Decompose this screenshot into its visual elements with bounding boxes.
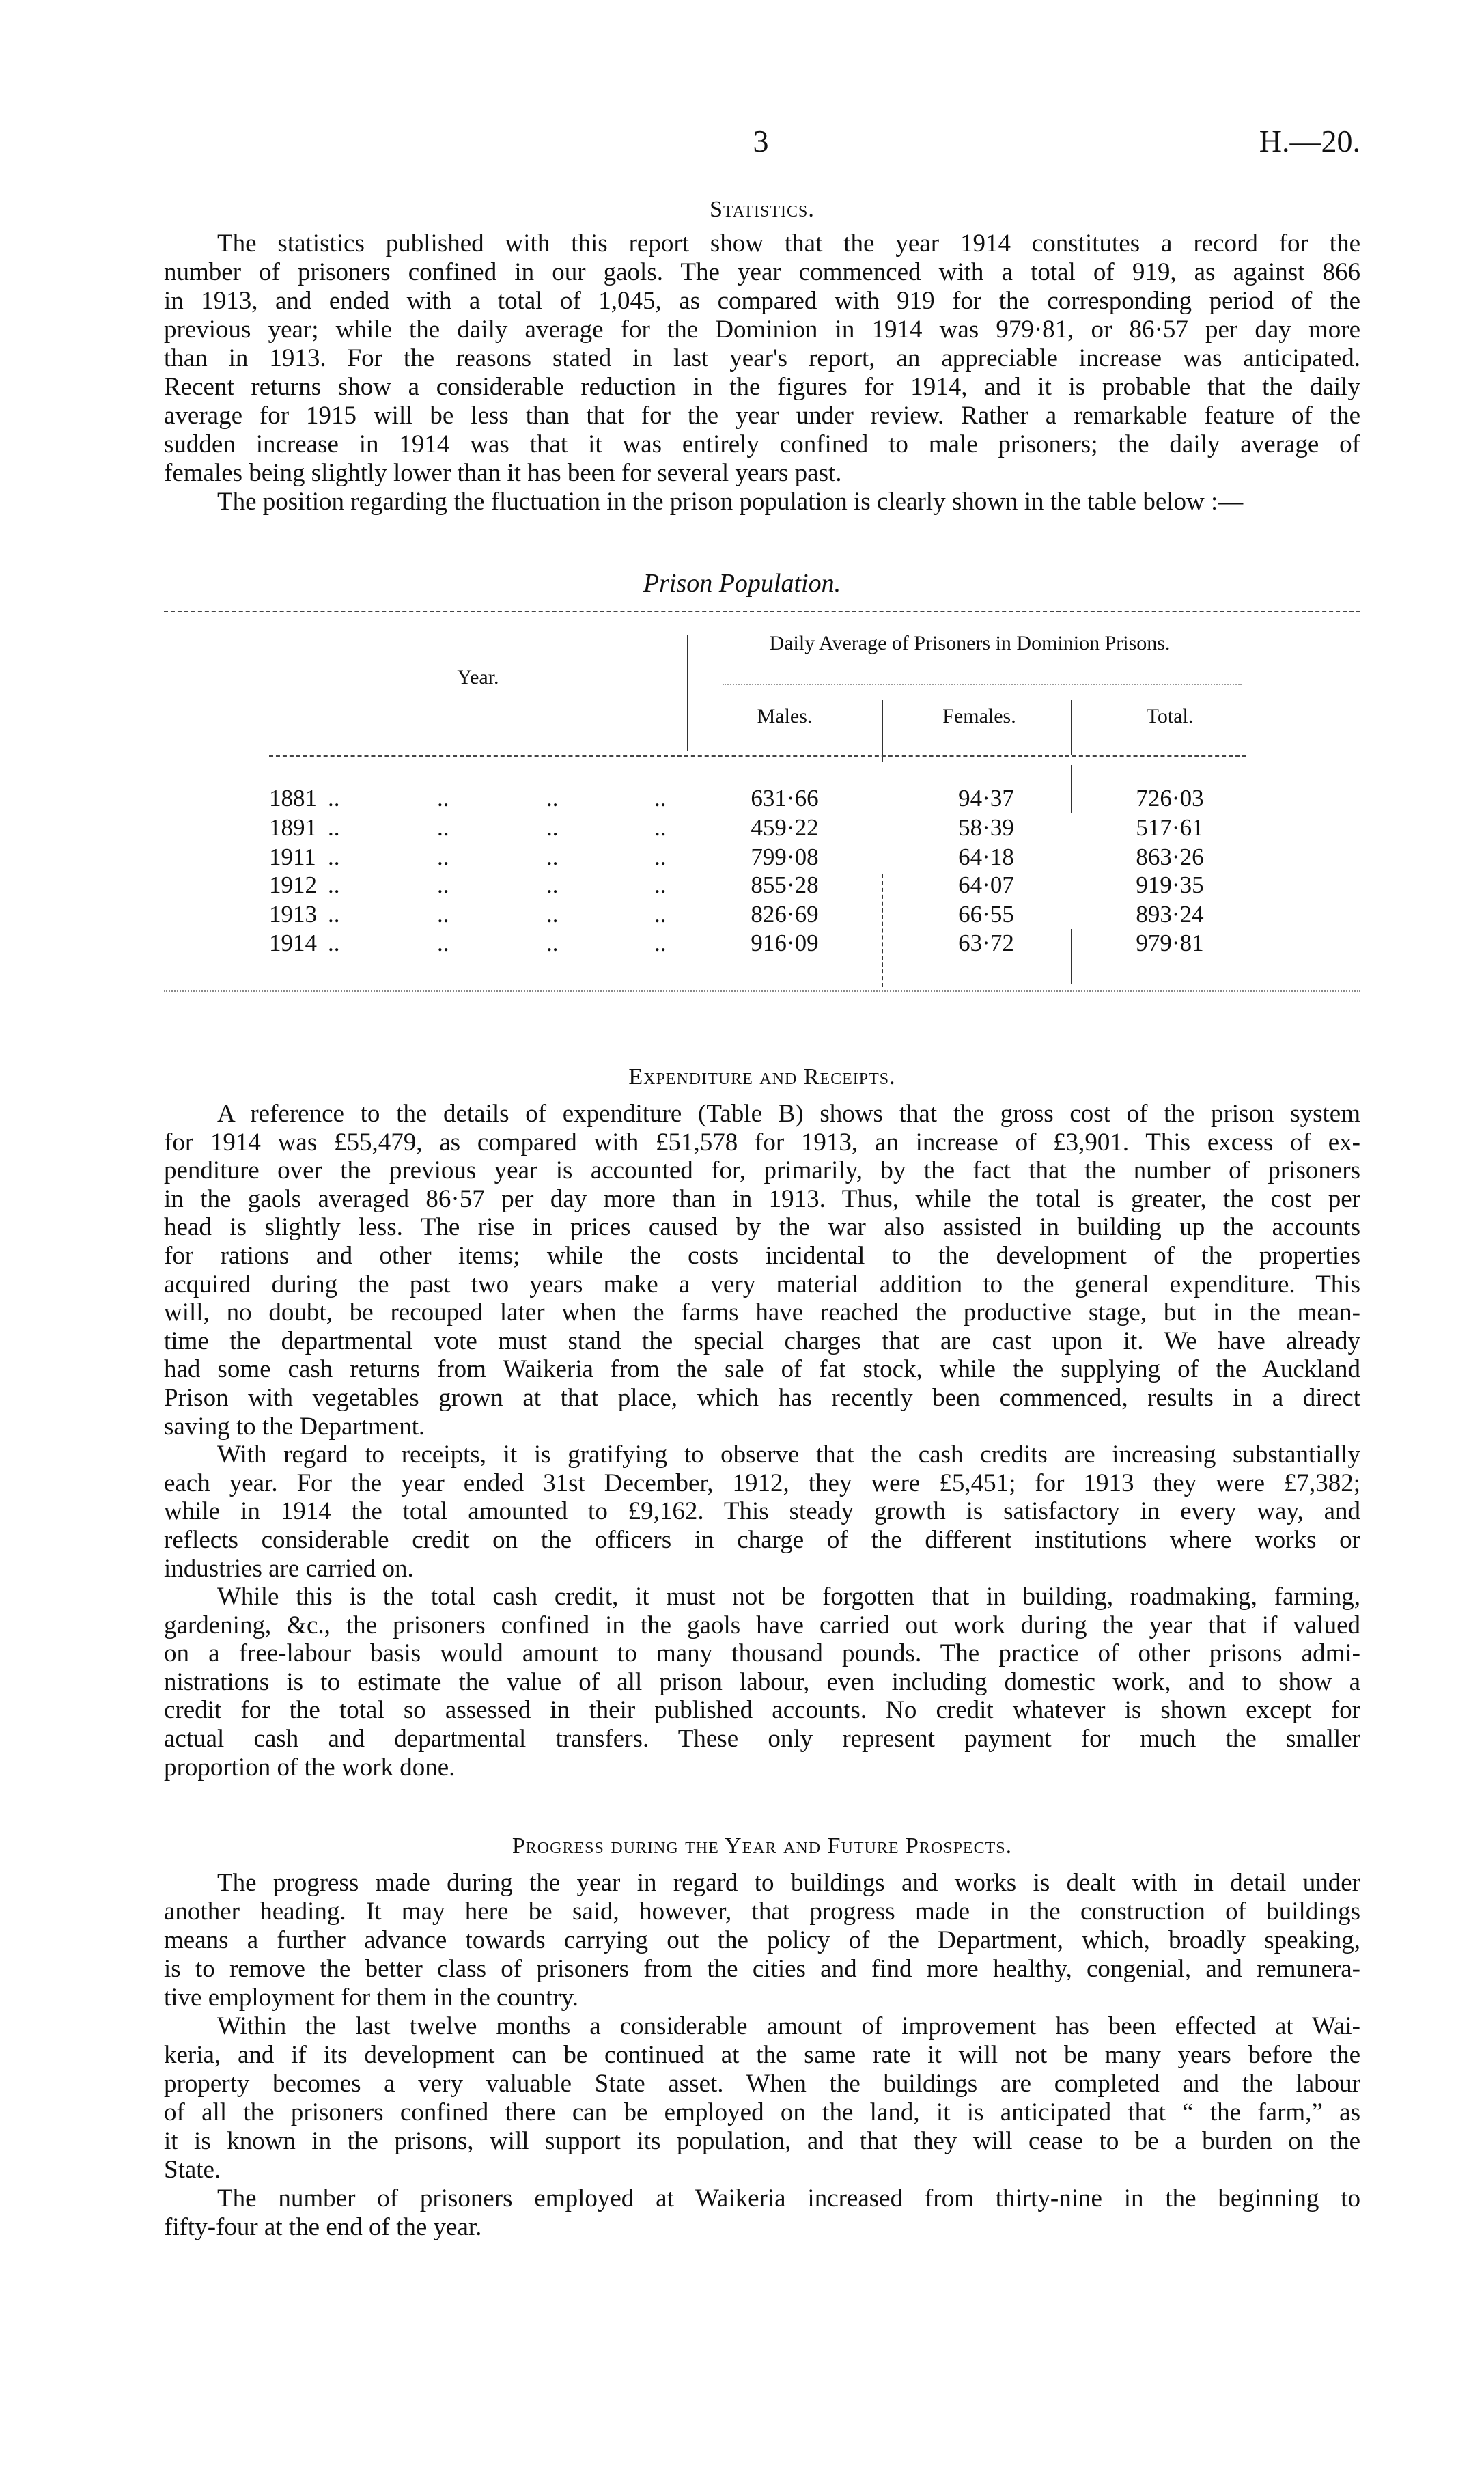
text-line: Recent returns show a considerable reduction in the figures for 1914, and it is probable that the daily — [164, 373, 1360, 401]
document-reference: H.—20. — [1259, 124, 1360, 158]
total-cell: 979·81 — [1136, 930, 1204, 956]
text-line: The number of prisoners employed at Waikeria increased from thirty-nine in the beginning to — [217, 2184, 1360, 2212]
text-line: means a further advance towards carrying out the policy of the Department, which, broadly speaking, — [164, 1926, 1360, 1954]
dot-leader: .. — [328, 785, 340, 811]
group-sub-rule — [723, 684, 1242, 685]
paragraph — [164, 2012, 1360, 2184]
text-line: actual cash and departmental transfers. These only represent payment for much the smaller — [164, 1725, 1360, 1753]
dot-leader: .. — [654, 901, 667, 928]
text-line: penditure over the previous year is accounted for, primarily, by the fact that the number of prisoners — [164, 1156, 1360, 1185]
col-header-males: Males. — [757, 705, 813, 727]
females-cell: 94·37 — [958, 785, 1014, 811]
dot-leader: .. — [654, 785, 667, 811]
section-progress-prospects — [164, 1833, 1360, 2242]
text-line: Prison with vegetables grown at that place, which has recently been commenced, results in a direct — [164, 1383, 1360, 1412]
text-line: females being slightly lower than it has been for several years past. — [164, 459, 842, 487]
year-cell: 1914 — [269, 930, 317, 956]
total-cell: 919·35 — [1136, 872, 1204, 898]
year-cell: 1913 — [269, 901, 317, 928]
dot-leader: .. — [328, 814, 340, 841]
text-line: of all the prisoners confined there can be employed on the land, it is anticipated that “ the farm,” as — [164, 2098, 1360, 2126]
section-expenditure-receipts — [164, 1064, 1360, 1781]
text-line: for 1914 was £55,479, as compared with £51,578 for 1913, an increase of £3,901. This excess of ex- — [164, 1128, 1360, 1156]
text-line: it is known in the prisons, will support its population, and that they will cease to be a burden on the — [164, 2127, 1360, 2155]
table-bottom-rule — [164, 990, 1360, 992]
col-header-females: Females. — [942, 705, 1016, 727]
males-cell: 799·08 — [751, 844, 819, 870]
column-divider — [882, 874, 883, 987]
column-divider — [1071, 765, 1072, 813]
total-cell: 726·03 — [1136, 785, 1204, 811]
text-line: State. — [164, 2156, 221, 2184]
dot-leader: .. — [546, 872, 559, 898]
paragraph — [164, 230, 1360, 488]
dot-leader: .. — [546, 844, 559, 870]
males-cell: 916·09 — [751, 930, 819, 956]
females-cell: 58·39 — [958, 814, 1014, 841]
text-line: acquired during the past two years make a very material addition to the general expenditure. This — [164, 1270, 1360, 1299]
year-cell: 1881 — [269, 785, 317, 811]
text-line: With regard to receipts, it is gratifying to observe that the cash credits are increasing substantially — [217, 1441, 1360, 1469]
total-cell: 863·26 — [1136, 844, 1204, 870]
text-line: reflects considerable credit on the officers in charge of the different institutions where works or — [164, 1525, 1360, 1554]
text-line: on a free-labour basis would amount to many thousand pounds. The practice of other prisons admi- — [164, 1639, 1360, 1668]
males-cell: 459·22 — [751, 814, 819, 841]
text-line: each year. For the year ended 31st December, 1912, they were £5,451; for 1913 they were £7,382; — [164, 1469, 1360, 1497]
paragraph — [164, 1100, 1360, 1441]
year-cell: 1911 — [269, 844, 316, 870]
section-heading: Statistics. — [710, 197, 815, 222]
total-cell: 893·24 — [1136, 901, 1204, 928]
paragraph — [164, 1441, 1360, 1583]
column-divider — [687, 635, 688, 751]
dot-leader: .. — [328, 872, 340, 898]
section-heading: Progress during the Year and Future Prospects. — [512, 1833, 1013, 1859]
paragraph — [164, 2184, 1360, 2242]
text-line: proportion of the work done. — [164, 1753, 456, 1781]
table-title: Prison Population. — [643, 569, 841, 598]
year-header: Year. — [457, 666, 499, 689]
text-line: another heading. It may here be said, however, that progress made in the construction of buildings — [164, 1898, 1360, 1926]
dot-leader: .. — [437, 901, 449, 928]
text-line: gardening, &c., the prisoners confined in the gaols have carried out work during the year that if valued — [164, 1611, 1360, 1639]
males-cell: 631·66 — [751, 785, 819, 811]
header-bottom-rule — [269, 755, 1246, 757]
paragraph — [164, 1583, 1360, 1781]
col-header-total: Total. — [1146, 705, 1194, 727]
females-cell: 64·07 — [958, 872, 1014, 898]
text-line: for rations and other items; while the costs incidental to the development of the properties — [164, 1241, 1360, 1270]
dot-leader: .. — [437, 872, 449, 898]
text-line: property becomes a very valuable State asset. When the buildings are completed and the labour — [164, 2070, 1360, 2098]
text-line: is to remove the better class of prisoners from the cities and find more healthy, congenial, and remunera- — [164, 1955, 1360, 1983]
text-line: time the departmental vote must stand the special charges that are cast upon it. We have already — [164, 1327, 1360, 1355]
text-line: A reference to the details of expenditure (Table B) shows that the gross cost of the prison system — [217, 1100, 1360, 1128]
dot-leader: .. — [437, 785, 449, 811]
dot-leader: .. — [328, 901, 340, 928]
dot-leader: .. — [328, 844, 340, 870]
text-line: head is slightly less. The rise in prices caused by the war also assisted in building up the accounts — [164, 1213, 1360, 1242]
section-statistics — [164, 197, 1360, 516]
dot-leader: .. — [437, 930, 449, 956]
text-line: industries are carried on. — [164, 1554, 414, 1583]
females-cell: 63·72 — [958, 930, 1014, 956]
text-line: fifty-four at the end of the year. — [164, 2213, 482, 2241]
dot-leader: .. — [654, 814, 667, 841]
text-line: had some cash returns from Waikeria from the sale of fat stock, while the supplying of the Auckland — [164, 1355, 1360, 1384]
dot-leader: .. — [546, 901, 559, 928]
text-line: The statistics published with this report show that the year 1914 constitutes a record for the — [217, 230, 1360, 258]
dot-leader: .. — [328, 930, 340, 956]
text-line: The progress made during the year in regard to buildings and works is dealt with in detail under — [217, 1869, 1360, 1897]
text-line: average for 1915 will be less than that for the year under review. Rather a remarkable feature of the — [164, 402, 1360, 430]
year-cell: 1891 — [269, 814, 317, 841]
dot-leader: .. — [437, 844, 449, 870]
dot-leader: .. — [654, 872, 667, 898]
paragraph — [164, 1869, 1360, 2012]
dot-leader: .. — [546, 785, 559, 811]
text-line: Within the last twelve months a considerable amount of improvement has been effected at Wai- — [217, 2012, 1360, 2040]
females-cell: 66·55 — [958, 901, 1014, 928]
text-line: While this is the total cash credit, it must not be forgotten that in building, roadmaking, farming, — [217, 1583, 1360, 1611]
text-line: than in 1913. For the reasons stated in last year's report, an appreciable increase was anticipated. — [164, 344, 1360, 372]
year-cell: 1912 — [269, 872, 317, 898]
column-divider — [882, 700, 883, 762]
dot-leader: .. — [654, 844, 667, 870]
page-number: 3 — [753, 124, 769, 158]
females-cell: 64·18 — [958, 844, 1014, 870]
text-line: tive employment for them in the country. — [164, 1984, 578, 2012]
text-line: number of prisoners confined in our gaols. The year commenced with a total of 919, as against 866 — [164, 258, 1360, 286]
text-line: credit for the total so assessed in their published accounts. No credit whatever is shown except for — [164, 1696, 1360, 1725]
table-top-rule — [164, 611, 1360, 612]
dot-leader: .. — [546, 814, 559, 841]
total-cell: 517·61 — [1136, 814, 1204, 841]
paragraph — [164, 488, 1360, 516]
dot-leader: .. — [437, 814, 449, 841]
column-divider — [1071, 700, 1072, 755]
text-line: nistrations is to estimate the value of all prison labour, even including domestic work, and to show a — [164, 1667, 1360, 1696]
text-line: saving to the Department. — [164, 1412, 425, 1441]
dot-leader: .. — [546, 930, 559, 956]
text-line: in the gaols averaged 86·57 per day more than in 1913. Thus, while the total is greater, the cost per — [164, 1184, 1360, 1213]
dot-leader: .. — [654, 930, 667, 956]
males-cell: 826·69 — [751, 901, 819, 928]
text-line: will, no doubt, be recouped later when the farms have reached the productive stage, but in the mean- — [164, 1299, 1360, 1327]
text-line: previous year; while the daily average for the Dominion in 1914 was 979·81, or 86·57 per day more — [164, 316, 1360, 344]
text-line: in 1913, and ended with a total of 1,045, as compared with 919 for the corresponding period of the — [164, 287, 1360, 315]
column-divider — [1071, 929, 1072, 984]
section-heading: Expenditure and Receipts. — [628, 1064, 896, 1089]
text-line: sudden increase in 1914 was that it was entirely confined to male prisoners; the daily average of — [164, 430, 1360, 458]
group-header: Daily Average of Prisoners in Dominion Prisons. — [769, 632, 1171, 654]
males-cell: 855·28 — [751, 872, 819, 898]
text-line: keria, and if its development can be continued at the same rate it will not be many years before the — [164, 2041, 1360, 2069]
text-line: while in 1914 the total amounted to £9,162. This steady growth is satisfactory in every way, and — [164, 1497, 1360, 1526]
text-line: The position regarding the fluctuation in the prison population is clearly shown in the table below :— — [217, 488, 1244, 516]
